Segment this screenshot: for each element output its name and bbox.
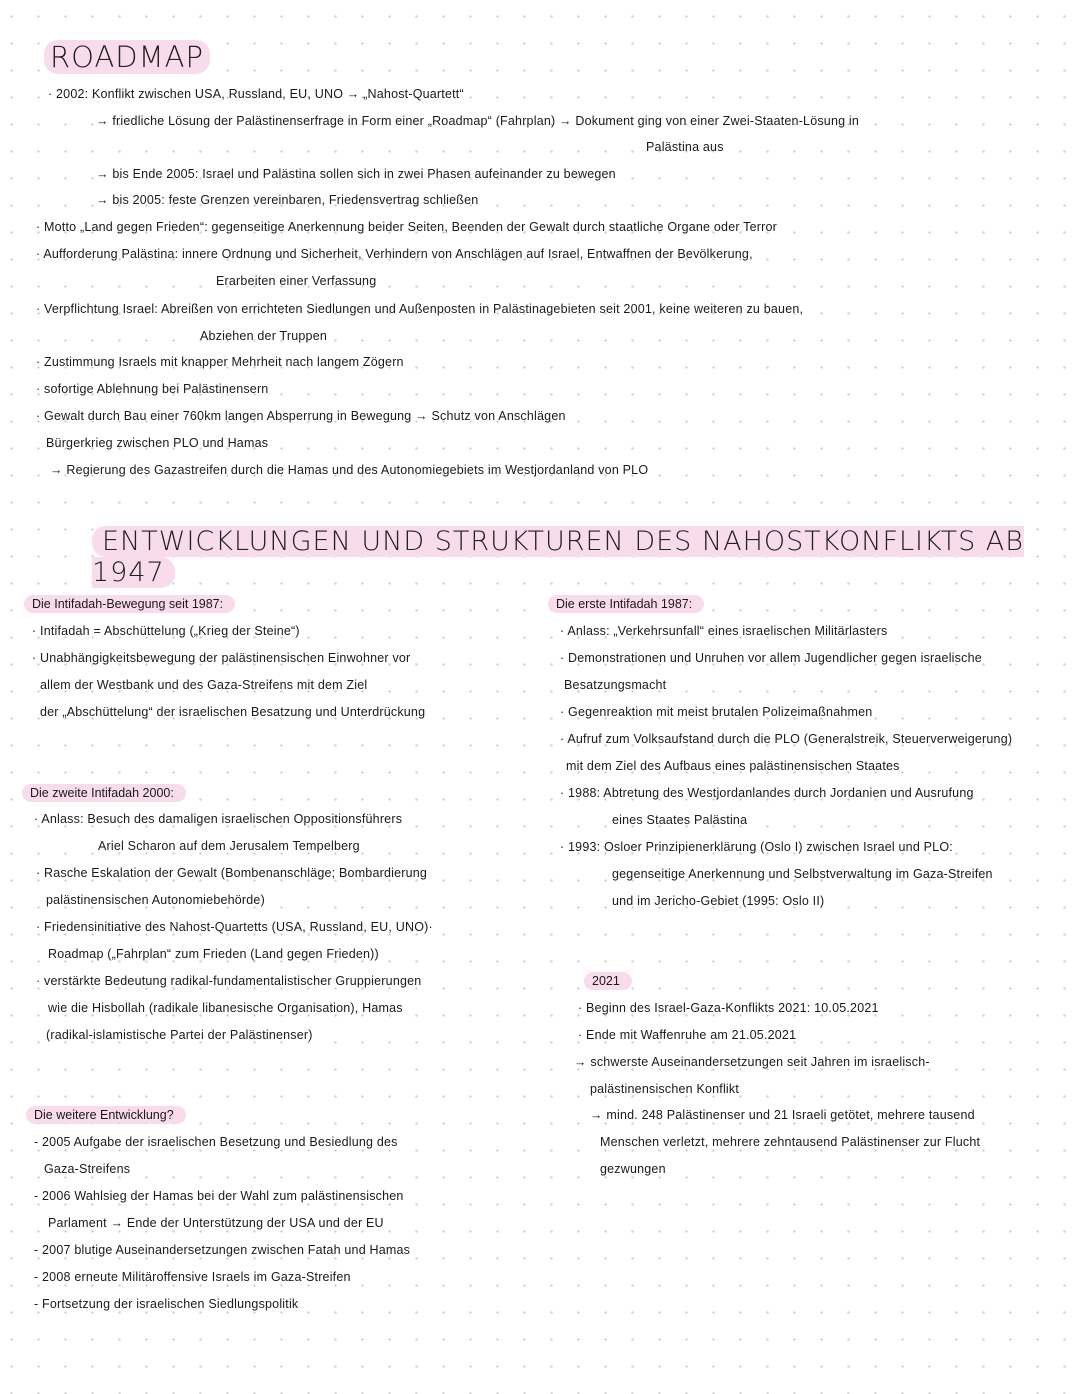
roadmap-line: Bürgerkrieg zwischen PLO und Hamas [46,436,269,450]
roadmap-title-text: ROADMAP [44,40,210,74]
intifada-movement-heading: Die Intifadah-Bewegung seit 1987: [24,595,235,613]
roadmap-title [44,40,210,74]
further-development-line: - 2007 blutige Auseinandersetzungen zwischen Fatah und Hamas [34,1243,411,1257]
second-intifada-line: · Anlass: Besuch des damaligen israelischen Oppositionsführers [34,812,403,826]
year-2021-line: gezwungen [600,1162,666,1176]
further-development-line: Parlament → Ende der Unterstützung der USA und der EU [48,1216,384,1230]
roadmap-line: · Gewalt durch Bau einer 760km langen Absperrung in Bewegung → Schutz von Anschlägen [36,409,566,423]
year-2021-heading: 2021 [584,972,632,990]
year-2021-line: Menschen verletzt, mehrere zehntausend Palästinenser zur Flucht [600,1135,981,1149]
roadmap-line: → friedliche Lösung der Palästinenserfrage in Form einer „Roadmap“ (Fahrplan) → Dokument ging von einer Zwei-Staaten-Lösung in [96,114,860,128]
further-development-line: - 2006 Wahlsieg der Hamas bei der Wahl zum palästinensischen [34,1189,404,1203]
year-2021-line: · Ende mit Waffenruhe am 21.05.2021 [578,1028,797,1042]
further-development-line: Gaza-Streifens [44,1162,131,1176]
roadmap-line: · 2002: Konflikt zwischen USA, Russland, EU, UNO → „Nahost-Quartett“ [48,87,464,101]
first-intifada-line: mit dem Ziel des Aufbaus eines palästinensischen Staates [566,759,900,773]
second-intifada-line: Ariel Scharon auf dem Jerusalem Tempelberg [98,839,360,853]
intifada-movement-line: allem der Westbank und des Gaza-Streifens mit dem Ziel [40,678,368,692]
roadmap-line: · sofortige Ablehnung bei Palästinensern [36,382,269,396]
first-intifada-line: eines Staates Palästina [612,813,748,827]
first-intifada-line: · 1988: Abtretung des Westjordanlandes durch Jordanien und Ausrufung [560,786,974,800]
second-intifada-line: wie die Hisbollah (radikale libanesische Organisation), Hamas [48,1001,403,1015]
roadmap-line: · Motto „Land gegen Frieden“: gegenseitige Anerkennung beider Seiten, Beenden der Gewalt durch staatliche Organe oder Terror [36,220,777,234]
first-intifada-line: · Aufruf zum Volksaufstand durch die PLO (Generalstreik, Steuerverweigerung) [560,732,1013,746]
roadmap-line: Palästina aus [646,140,724,154]
further-development-line: - 2008 erneute Militäroffensive Israels im Gaza-Streifen [34,1270,351,1284]
year-2021-line: → schwerste Auseinandersetzungen seit Jahren im israelisch- [574,1055,930,1069]
second-intifada-heading: Die zweite Intifadah 2000: [22,784,186,802]
second-intifada-line: palästinensischen Autonomiebehörde) [46,893,265,907]
year-2021-line: · Beginn des Israel-Gaza-Konflikts 2021: 10.05.2021 [578,1001,879,1015]
further-development-line: - 2005 Aufgabe der israelischen Besetzung und Besiedlung des [34,1135,398,1149]
first-intifada-line: · Demonstrationen und Unruhen vor allem Jugendlicher gegen israelische [560,651,982,665]
roadmap-line: Abziehen der Truppen [200,329,328,343]
roadmap-line: · Aufforderung Palästina: innere Ordnung und Sicherheit, Verhindern von Anschlägen auf Israel, Entwaffnen der Bevölkerung, [36,247,753,261]
roadmap-line: → Regierung des Gazastreifen durch die Hamas und des Autonomiegebiets im Westjordanland von PLO [50,463,649,477]
second-intifada-line: · Friedensinitiative des Nahost-Quartetts (USA, Russland, EU, UNO)· [36,920,433,934]
second-intifada-line: (radikal-islamistische Partei der Palästinenser) [46,1028,313,1042]
year-2021-line: palästinensischen Konflikt [590,1082,740,1096]
further-development-line: - Fortsetzung der israelischen Siedlungspolitik [34,1297,299,1311]
roadmap-line: → bis 2005: feste Grenzen vereinbaren, Friedensvertrag schließen [96,193,479,207]
first-intifada-line: und im Jericho-Gebiet (1995: Oslo II) [612,894,825,908]
main-heading [92,526,1080,588]
intifada-movement-line: der „Abschüttelung“ der israelischen Besatzung und Unterdrückung [40,705,426,719]
first-intifada-line: · Gegenreaktion mit meist brutalen Polizeimaßnahmen [560,705,873,719]
intifada-movement-line: · Unabhängigkeitsbewegung der palästinensischen Einwohner vor [32,651,411,665]
first-intifada-heading: Die erste Intifadah 1987: [548,595,704,613]
first-intifada-line: gegenseitige Anerkennung und Selbstverwaltung im Gaza-Streifen [612,867,993,881]
further-development-heading: Die weitere Entwicklung? [26,1106,186,1124]
second-intifada-line: · Rasche Eskalation der Gewalt (Bombenanschläge; Bombardierung [36,866,428,880]
roadmap-line: · Zustimmung Israels mit knapper Mehrheit nach langem Zögern [36,355,404,369]
first-intifada-line: · Anlass: „Verkehrsunfall“ eines israelischen Militärlasters [560,624,888,638]
roadmap-line: → bis Ende 2005: Israel und Palästina sollen sich in zwei Phasen aufeinander zu bewegen [96,167,616,181]
second-intifada-line: Roadmap („Fahrplan“ zum Frieden (Land gegen Frieden)) [48,947,379,961]
year-2021-line: → mind. 248 Palästinenser und 21 Israeli getötet, mehrere tausend [590,1108,975,1122]
roadmap-line: Erarbeiten einer Verfassung [216,274,377,288]
first-intifada-line: Besatzungsmacht [564,678,667,692]
first-intifada-line: · 1993: Osloer Prinzipienerklärung (Oslo I) zwischen Israel und PLO: [560,840,953,854]
main-heading-text: ENTWICKLUNGEN UND STRUKTUREN DES NAHOSTKONFLIKTS AB 1947 [92,526,1024,588]
second-intifada-line: · verstärkte Bedeutung radikal-fundamentalistischer Gruppierungen [36,974,422,988]
roadmap-line: · Verpflichtung Israel: Abreißen von errichteten Siedlungen und Außenposten in Palästinagebieten seit 2001, keine weiteren zu bauen, [36,302,804,316]
intifada-movement-line: · Intifadah = Abschüttelung („Krieg der Steine“) [32,624,300,638]
